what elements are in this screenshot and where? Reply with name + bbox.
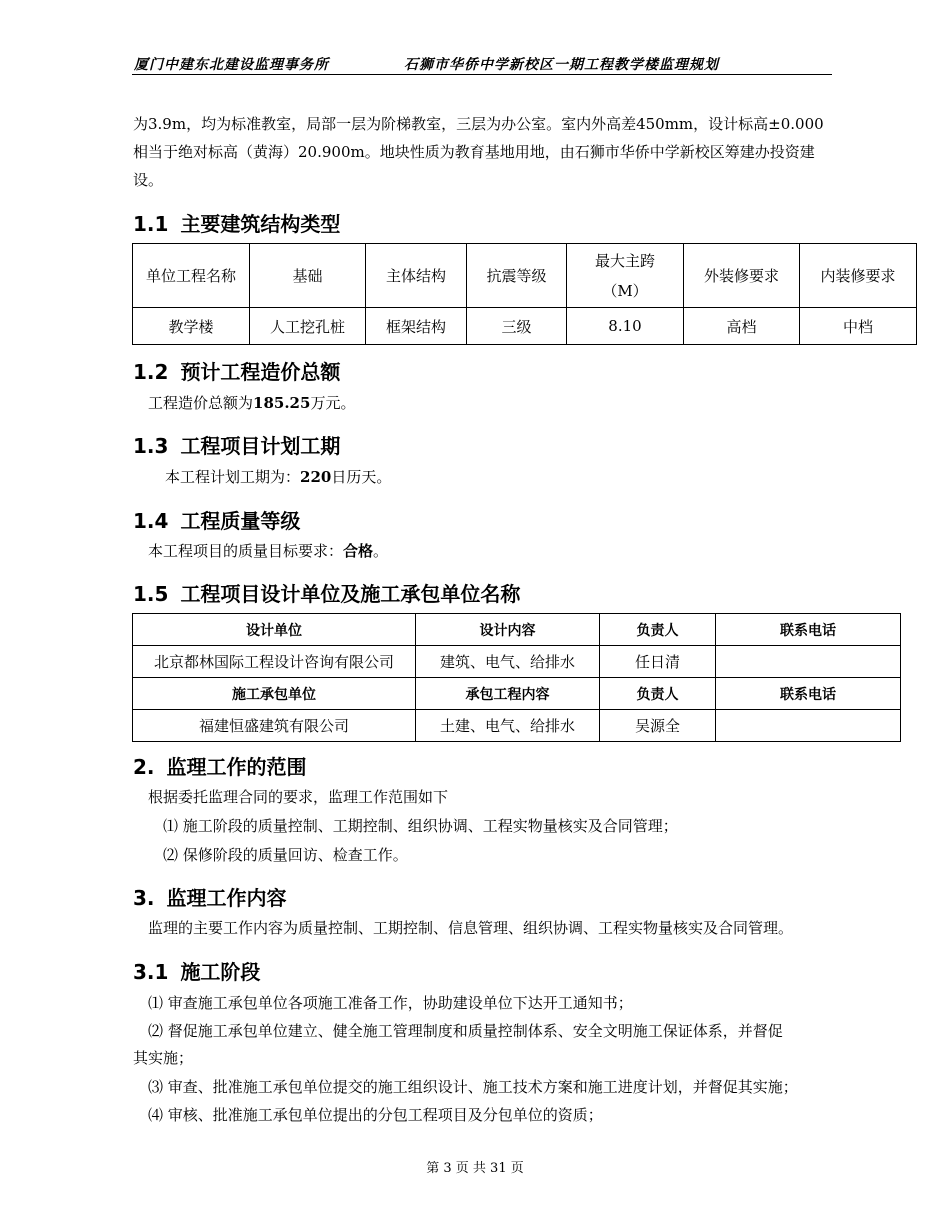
section-1-4-heading [133,505,300,534]
section-number: 1.1 [133,212,169,236]
section-title: 预计工程造价总额 [180,360,341,384]
section-3-1-heading [133,956,260,985]
section-number: 3. [133,886,155,910]
quality-value: 合格 [343,542,374,560]
table-header-cell: 施工承包单位 [133,678,416,710]
stage-item-continuation: 其实施； [133,1049,194,1067]
cost-value: 185.25 [253,394,311,412]
table-header-cell: 联系电话 [716,678,901,710]
table-header-cell [567,244,684,308]
table-cell: 8.10 [567,308,684,345]
section-title: 工程项目设计单位及施工承包单位名称 [180,582,521,606]
section-title: 监理工作内容 [166,886,287,910]
cost-unit: 万元。 [310,394,356,412]
table-header-cell: 基础 [250,244,366,308]
table-header-cell: 主体结构 [366,244,467,308]
table-cell: 高档 [684,308,800,345]
section-title: 主要建筑结构类型 [180,212,341,236]
section-2-heading [133,751,307,780]
table-cell: 土建、电气、给排水 [416,710,600,742]
table-cell: 教学楼 [133,308,250,345]
content-paragraph: 监理的主要工作内容为质量控制、工期控制、信息管理、组织协调、工程实物量核实及合同管理。 [148,919,794,937]
section-number: 1.5 [133,582,169,606]
table-cell: 吴源全 [600,710,716,742]
section-3-heading [133,882,287,911]
section-1-5-heading [133,578,520,607]
cost-label: 工程造价总额为 [148,394,254,412]
table-cell: 福建恒盛建筑有限公司 [133,710,416,742]
section-1-3-heading [133,430,340,459]
table-header-cell: 单位工程名称 [133,244,250,308]
units-table [132,613,901,742]
duration-unit: 日历天。 [331,468,392,486]
section-title: 工程项目计划工期 [180,434,341,458]
cost-line [148,392,355,413]
section-title: 施工阶段 [180,960,261,984]
contract-header-row [133,678,901,710]
table-header-row [133,244,917,308]
table-header-cell: 设计内容 [416,614,600,646]
duration-line [165,466,391,487]
scope-item: ⑵ 保修阶段的质量回访、检查工作。 [163,846,408,864]
table-header-cell: 设计单位 [133,614,416,646]
table-cell: 建筑、电气、给排水 [416,646,600,678]
intro-paragraph: 为3.9m，均为标准教室，局部一层为阶梯教室，三层为办公室。室内外高差450mm，设计标高±0.000相当于绝对标高（黄海）20.900m。地块性质为教育基地用地，由石狮市华侨中学新校区筹建办投资建设。 [133,115,824,189]
table-cell [716,710,901,742]
contract-row [133,710,901,742]
section-1-1-heading [133,208,340,237]
section-number: 3.1 [133,960,169,984]
scope-intro: 根据委托监理合同的要求，监理工作范围如下 [148,788,449,806]
page-footer: 第 3 页 共 31 页 [426,1161,524,1176]
table-header-cell: 承包工程内容 [416,678,600,710]
duration-value: 220 [300,468,332,486]
section-number: 1.2 [133,360,169,384]
table-header-cell: 负责人 [600,614,716,646]
section-number: 2. [133,755,155,779]
section-title: 监理工作的范围 [166,755,307,779]
section-number: 1.4 [133,509,169,533]
table-cell: 人工挖孔桩 [250,308,366,345]
design-row [133,646,901,678]
section-title: 工程质量等级 [180,509,301,533]
header-project-title: 石狮市华侨中学新校区一期工程教学楼监理规划 [404,57,719,73]
page-header [132,54,832,74]
table-header-cell: 外装修要求 [684,244,800,308]
table-cell: 框架结构 [366,308,467,345]
max-span-label: 最大主跨 [594,251,655,270]
quality-suffix: 。 [373,542,389,560]
stage-item: ⑴ 审查施工承包单位各项施工准备工作，协助建设单位下达开工通知书； [148,994,633,1012]
scope-item: ⑴ 施工阶段的质量控制、工期控制、组织协调、工程实物量核实及合同管理； [163,817,678,835]
table-cell: 中档 [800,308,917,345]
duration-label: 本工程计划工期为： [165,468,301,486]
table-cell: 任日清 [600,646,716,678]
structure-type-table [132,243,917,345]
max-span-unit: （M） [602,281,648,300]
header-rule [132,74,832,75]
quality-label: 本工程项目的质量目标要求： [148,542,344,560]
table-header-cell: 内装修要求 [800,244,917,308]
design-header-row [133,614,901,646]
table-cell: 三级 [467,308,567,345]
stage-item: ⑵ 督促施工承包单位建立、健全施工管理制度和质量控制体系、安全文明施工保证体系，并督促 [148,1022,783,1040]
header-company: 厦门中建东北建设监理事务所 [134,57,329,73]
quality-line [148,540,388,561]
table-row [133,308,917,345]
section-1-2-heading [133,356,340,385]
section-number: 1.3 [133,434,169,458]
table-header-cell: 联系电话 [716,614,901,646]
table-cell [716,646,901,678]
table-header-cell: 抗震等级 [467,244,567,308]
table-header-cell: 负责人 [600,678,716,710]
stage-item: ⑷ 审核、批准施工承包单位提出的分包工程项目及分包单位的资质； [148,1106,603,1124]
table-cell: 北京都林国际工程设计咨询有限公司 [133,646,416,678]
stage-item: ⑶ 审查、批准施工承包单位提交的施工组织设计、施工技术方案和施工进度计划，并督促其实施； [148,1078,798,1096]
